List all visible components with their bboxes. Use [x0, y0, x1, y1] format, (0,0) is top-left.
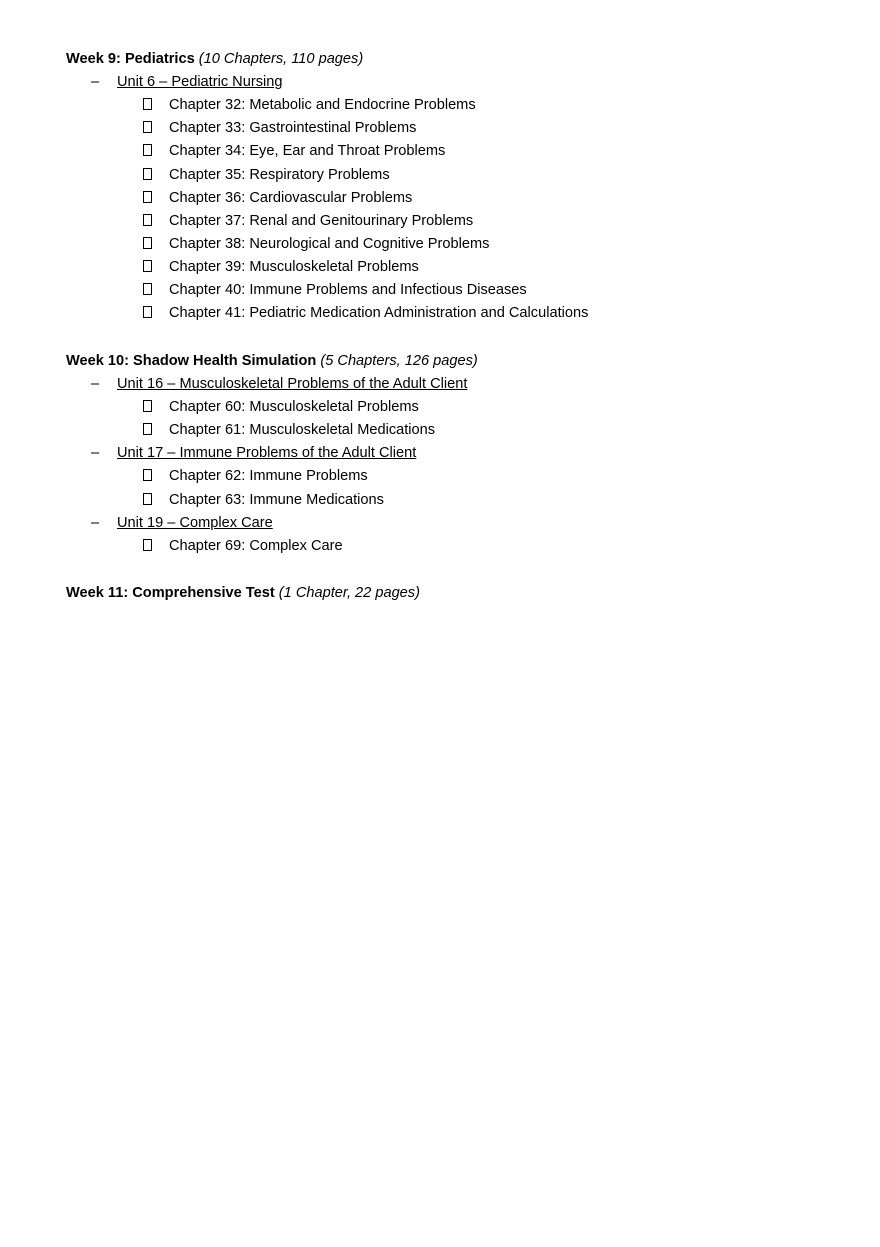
unit-title: Unit 16 – Musculoskeletal Problems of the Adult Client: [117, 376, 468, 392]
bullet-box-icon: [143, 191, 152, 203]
chapter-item: [143, 536, 343, 556]
chapter-label: Chapter 61: Musculoskeletal Medications: [169, 422, 436, 438]
chapter-label: Chapter 62: Immune Problems: [169, 468, 368, 484]
bullet-box-icon: [143, 469, 152, 481]
week-heading: [66, 49, 363, 69]
unit-heading: [91, 513, 273, 533]
chapter-label: Chapter 33: Gastrointestinal Problems: [169, 120, 417, 136]
chapter-item: [143, 397, 419, 417]
chapter-item: [143, 490, 384, 510]
chapter-label: Chapter 60: Musculoskeletal Problems: [169, 399, 419, 415]
bullet-box-icon: [143, 237, 152, 249]
chapter-item: [143, 466, 368, 486]
bullet-box-icon: [143, 168, 152, 180]
unit-title: Unit 6 – Pediatric Nursing: [117, 74, 283, 90]
unit-title: Unit 19 – Complex Care: [117, 515, 273, 531]
bullet-box-icon: [143, 214, 152, 226]
week-heading: [66, 351, 478, 371]
week-meta: (10 Chapters, 110 pages): [198, 51, 364, 67]
week-heading: [66, 583, 420, 603]
chapter-label: Chapter 63: Immune Medications: [169, 492, 384, 508]
bullet-box-icon: [143, 144, 152, 156]
chapter-item: [143, 95, 476, 115]
bullet-box-icon: [143, 493, 152, 505]
chapter-label: Chapter 37: Renal and Genitourinary Problems: [169, 213, 474, 229]
bullet-box-icon: [143, 400, 152, 412]
chapter-item: [143, 211, 473, 231]
chapter-item: [143, 234, 489, 254]
chapter-label: Chapter 34: Eye, Ear and Throat Problems: [169, 143, 446, 159]
week-meta: (5 Chapters, 126 pages): [320, 353, 478, 369]
chapter-item: [143, 188, 412, 208]
bullet-box-icon: [143, 306, 152, 318]
week-title: Week 10: Shadow Health Simulation: [66, 353, 317, 369]
unit-dash: –: [91, 515, 100, 531]
chapter-item: [143, 420, 435, 440]
bullet-box-icon: [143, 98, 152, 110]
chapter-label: Chapter 35: Respiratory Problems: [169, 167, 390, 183]
bullet-box-icon: [143, 283, 152, 295]
chapter-label: Chapter 40: Immune Problems and Infectious Diseases: [169, 282, 527, 298]
chapter-item: [143, 141, 445, 161]
bullet-box-icon: [143, 423, 152, 435]
unit-heading: [91, 72, 282, 92]
chapter-label: Chapter 69: Complex Care: [169, 538, 343, 554]
week-title: Week 11: Comprehensive Test: [66, 585, 275, 601]
bullet-box-icon: [143, 260, 152, 272]
chapter-label: Chapter 41: Pediatric Medication Administration and Calculations: [169, 305, 589, 321]
chapter-item: [143, 165, 390, 185]
unit-dash: –: [91, 74, 100, 90]
chapter-label: Chapter 32: Metabolic and Endocrine Problems: [169, 97, 476, 113]
week-meta: (1 Chapter, 22 pages): [278, 585, 420, 601]
unit-dash: –: [91, 445, 100, 461]
week-title: Week 9: Pediatrics: [66, 51, 195, 67]
bullet-box-icon: [143, 121, 152, 133]
chapter-label: Chapter 38: Neurological and Cognitive Problems: [169, 236, 490, 252]
chapter-item: [143, 303, 588, 323]
unit-heading: [91, 443, 416, 463]
chapter-label: Chapter 36: Cardiovascular Problems: [169, 190, 413, 206]
unit-title: Unit 17 – Immune Problems of the Adult Client: [117, 445, 417, 461]
unit-dash: –: [91, 376, 100, 392]
chapter-item: [143, 257, 419, 277]
chapter-item: [143, 280, 527, 300]
chapter-item: [143, 118, 416, 138]
unit-heading: [91, 374, 467, 394]
chapter-label: Chapter 39: Musculoskeletal Problems: [169, 259, 419, 275]
bullet-box-icon: [143, 539, 152, 551]
